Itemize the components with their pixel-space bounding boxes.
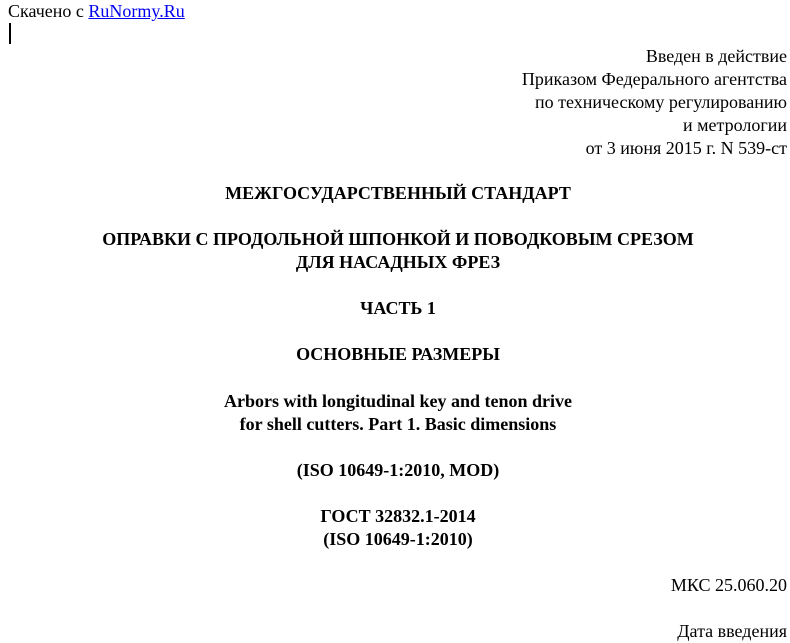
standard-subtitle: ОСНОВНЫЕ РАЗМЕРЫ bbox=[296, 344, 500, 364]
standard-title-line: ДЛЯ НАСАДНЫХ ФРЕЗ bbox=[295, 252, 501, 272]
gost-designation bbox=[0, 505, 790, 551]
standard-type: МЕЖГОСУДАРСТВЕННЫЙ СТАНДАРТ bbox=[225, 183, 571, 203]
english-title-line: Arbors with longitudinal key and tenon drive bbox=[223, 391, 573, 411]
introduction-date-label: Дата введения bbox=[677, 621, 787, 641]
enactment-line: по техническому регулированию bbox=[534, 92, 787, 112]
standard-title-line: ОПРАВКИ С ПРОДОЛЬНОЙ ШПОНКОЙ И ПОВОДКОВЫМ СРЕЗОМ bbox=[102, 229, 694, 249]
text-cursor bbox=[9, 23, 11, 44]
english-title-line: for shell cutters. Part 1. Basic dimensions bbox=[239, 414, 557, 434]
standard-title bbox=[0, 228, 790, 274]
source-link[interactable]: RuNormy.Ru bbox=[88, 1, 185, 21]
enactment-block bbox=[522, 45, 787, 160]
iso-reference-mod: (ISO 10649-1:2010, MOD) bbox=[296, 460, 500, 480]
enactment-line: Приказом Федерального агентства bbox=[521, 69, 787, 89]
mks-code: МКС 25.060.20 bbox=[670, 575, 787, 595]
source-line bbox=[8, 0, 185, 23]
gost-number: ГОСТ 32832.1-2014 bbox=[320, 506, 476, 526]
enactment-line: и метрологии bbox=[683, 115, 787, 135]
iso-reference: (ISO 10649-1:2010) bbox=[323, 529, 473, 549]
enactment-line: от 3 июня 2015 г. N 539-ст bbox=[585, 138, 787, 158]
english-title bbox=[0, 390, 790, 436]
standard-part: ЧАСТЬ 1 bbox=[360, 298, 436, 318]
source-prefix: Скачено с bbox=[8, 1, 89, 21]
enactment-line: Введен в действие bbox=[645, 46, 787, 66]
